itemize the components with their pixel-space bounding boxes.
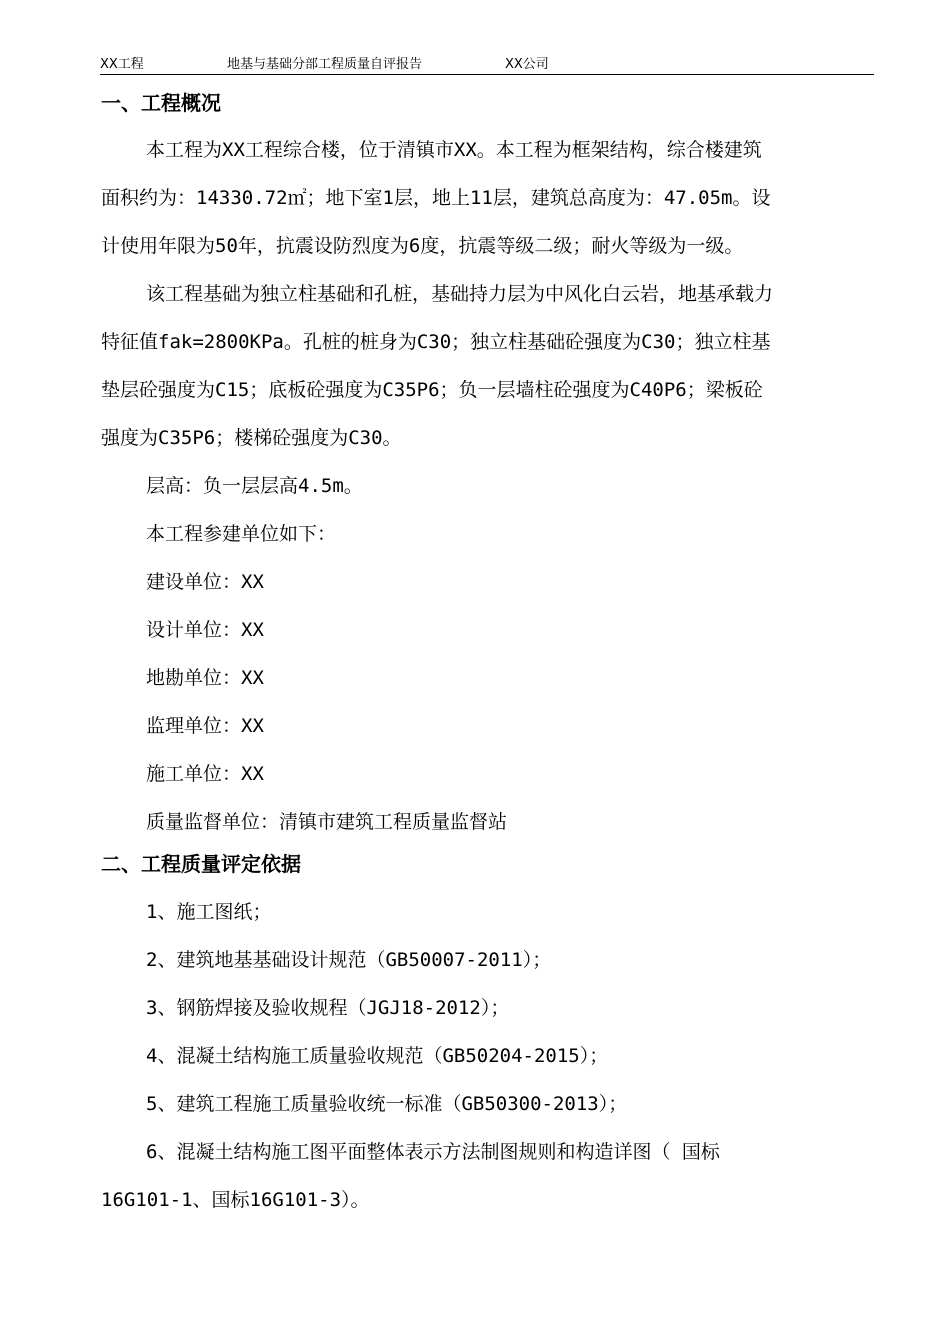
floor-height-line: 层高：负一层层高4.5m。 xyxy=(146,475,363,497)
unit-survey: 地勘单位：XX xyxy=(146,667,264,689)
overview-paragraph-2-line-1: 该工程基础为独立柱基础和孔桩，基础持力层为中风化白云岩，地基承载力 xyxy=(146,283,774,305)
overview-paragraph-2-line-2: 特征值fak=2800KPa。孔桩的桩身为C30；独立柱基础砼强度为C30；独立柱基 xyxy=(101,331,771,353)
participants-intro: 本工程参建单位如下： xyxy=(146,523,337,545)
unit-contractor: 施工单位：XX xyxy=(146,763,264,785)
overview-paragraph-2-line-4: 强度为C35P6；楼梯砼强度为C30。 xyxy=(101,427,402,449)
basis-item-6-line-1: 6、混凝土结构施工图平面整体表示方法制图规则和构造详图（ 国标 xyxy=(146,1141,720,1163)
header-report-title: 地基与基础分部工程质量自评报告 xyxy=(227,57,423,72)
overview-paragraph-1-line-3: 计使用年限为50年，抗震设防烈度为6度，抗震等级二级；耐火等级为一级。 xyxy=(101,235,744,257)
header-project-name: XX工程 xyxy=(100,57,144,72)
overview-paragraph-1-line-2: 面积约为：14330.72㎡；地下室1层，地上11层，建筑总高度为：47.05m。设 xyxy=(101,187,771,209)
unit-supervision: 监理单位：XX xyxy=(146,715,264,737)
section-1-title: 一、工程概况 xyxy=(101,91,221,115)
section-2-title: 二、工程质量评定依据 xyxy=(101,852,301,876)
basis-item-4: 4、混凝土结构施工质量验收规范（GB50204-2015）； xyxy=(146,1045,609,1067)
unit-design: 设计单位：XX xyxy=(146,619,264,641)
basis-item-2: 2、建筑地基基础设计规范（GB50007-2011）； xyxy=(146,949,552,971)
unit-quality-supervision: 质量监督单位：清镇市建筑工程质量监督站 xyxy=(146,811,508,833)
header-company-name: XX公司 xyxy=(505,57,549,72)
unit-construction-owner: 建设单位：XX xyxy=(146,571,264,593)
basis-item-6-line-2: 16G101-1、国标16G101-3）。 xyxy=(101,1189,370,1211)
basis-item-3: 3、钢筋焊接及验收规程（JGJ18-2012）； xyxy=(146,997,510,1019)
basis-item-5: 5、建筑工程施工质量验收统一标准（GB50300-2013）； xyxy=(146,1093,628,1115)
basis-item-1: 1、施工图纸； xyxy=(146,901,272,923)
overview-paragraph-1-line-1: 本工程为XX工程综合楼，位于清镇市XX。本工程为框架结构，综合楼建筑 xyxy=(146,139,762,161)
page-header xyxy=(100,56,874,75)
overview-paragraph-2-line-3: 垫层砼强度为C15；底板砼强度为C35P6；负一层墙柱砼强度为C40P6；梁板砼 xyxy=(101,379,763,401)
